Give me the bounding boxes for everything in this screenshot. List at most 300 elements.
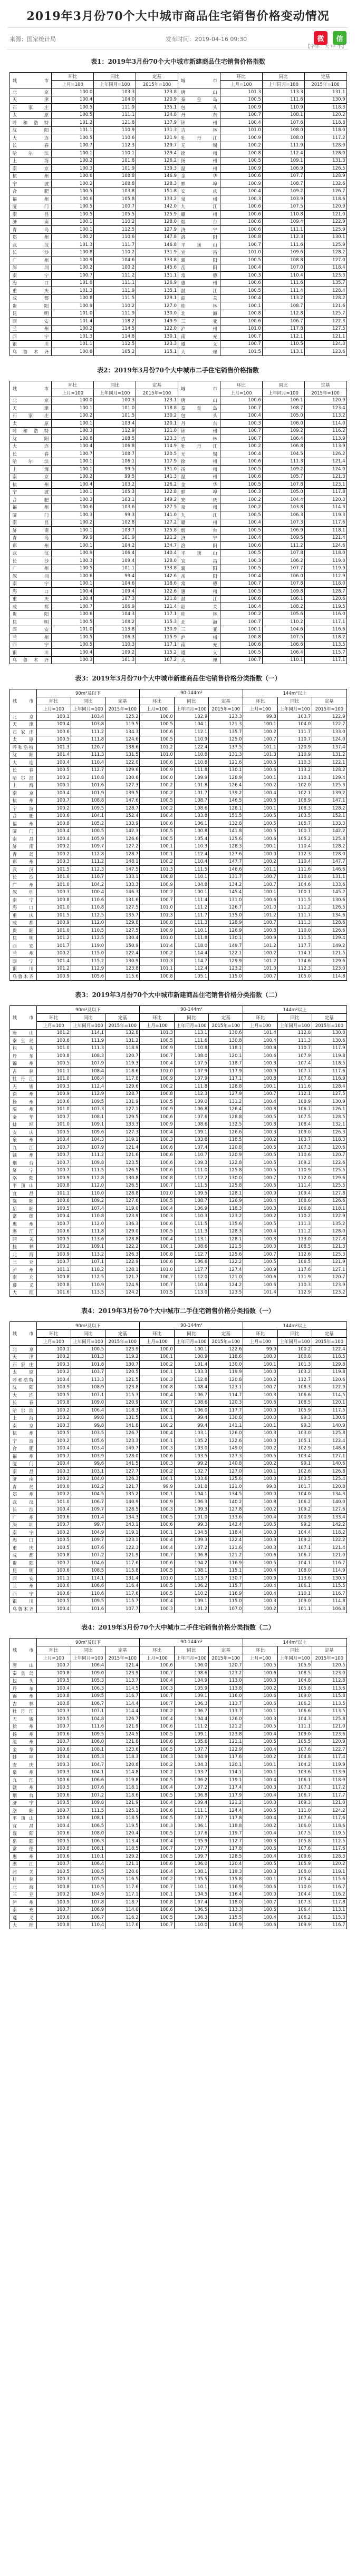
index-value: 101.4	[243, 1289, 277, 1297]
index-value: 106.7	[277, 1552, 312, 1560]
index-value: 109.1	[174, 1129, 208, 1137]
city-name: 惠 州	[178, 279, 220, 287]
index-value: 100.6	[140, 1453, 174, 1460]
font-size-control[interactable]: 【字体：大 中 小】	[305, 44, 347, 50]
index-value: 100.9	[140, 1044, 174, 1052]
table-row	[9, 1281, 347, 1289]
index-value: 134.3	[312, 1491, 347, 1498]
city-name: 大 连	[9, 442, 52, 450]
index-value: 123.1	[105, 1536, 140, 1544]
index-value: 108.6	[174, 805, 208, 813]
index-value: 136.3	[105, 1220, 140, 1228]
index-value: 101.0	[140, 1190, 174, 1198]
index-value: 100.7	[36, 1738, 71, 1746]
index-value: 127.3	[105, 782, 140, 789]
index-value: 101.4	[36, 958, 71, 965]
index-value: 129.2	[105, 1853, 140, 1861]
header-yoy: 同比	[277, 1646, 312, 1654]
index-value: 100.2	[52, 264, 94, 272]
index-value: 120.7	[105, 1052, 140, 1060]
index-value: 100.3	[243, 1784, 277, 1792]
index-value: 113.7	[209, 1708, 243, 1715]
index-value: 100.7	[243, 881, 277, 889]
header-yoy: 同比	[174, 697, 208, 705]
index-value: 100.1	[140, 1243, 174, 1251]
header-lastyear: 上年同月=100	[71, 1021, 105, 1029]
index-value: 101.3	[52, 333, 94, 341]
index-value: 107.6	[277, 1845, 312, 1853]
index-value: 101.4	[140, 942, 174, 950]
index-value: 128.1	[209, 805, 243, 813]
index-value: 100.4	[220, 534, 262, 542]
city-name: 广 州	[9, 256, 52, 264]
city-name: 泉 州	[9, 1769, 36, 1776]
index-value: 100.3	[36, 1876, 71, 1883]
index-value: 130.0	[209, 1175, 243, 1182]
index-value: 125.8	[312, 1715, 347, 1723]
index-value: 109.0	[174, 1098, 208, 1106]
city-name: 北 海	[9, 1883, 36, 1891]
index-value: 104.6	[262, 626, 304, 634]
index-value: 100.6	[36, 812, 71, 820]
table-header-row	[9, 1338, 347, 1346]
index-value: 100.4	[243, 1830, 277, 1838]
index-value: 100.2	[140, 889, 174, 896]
index-value: 121.6	[105, 1151, 140, 1159]
table-row	[9, 218, 347, 226]
table-row	[9, 211, 347, 219]
index-value: 106.8	[174, 1792, 208, 1800]
index-value: 128.8	[209, 1113, 243, 1121]
index-value: 100.0	[243, 1491, 277, 1498]
header-lastmonth: 上月=100	[52, 81, 94, 88]
table-row	[9, 1822, 347, 1830]
index-value: 123.9	[312, 1281, 347, 1289]
index-value: 149.2	[312, 942, 347, 950]
index-value: 137.9	[136, 119, 178, 127]
index-value: 101.2	[140, 744, 174, 752]
index-value: 100.7	[140, 1182, 174, 1190]
index-value: 100.9	[140, 1106, 174, 1113]
table-row	[9, 1769, 347, 1776]
header-base: 定基	[105, 1646, 140, 1654]
index-value: 100.7	[243, 1899, 277, 1907]
city-name: 济 宁	[9, 1799, 36, 1807]
index-value: 100.9	[52, 302, 94, 310]
index-value: 127.3	[209, 1453, 243, 1460]
city-name: 北 海	[9, 1251, 36, 1259]
city-name: 福 州	[9, 195, 52, 203]
city-name: 徐 州	[178, 458, 220, 466]
index-value: 100.1	[140, 1437, 174, 1445]
index-value: 121.9	[105, 1799, 140, 1807]
index-value: 100.5	[36, 1236, 71, 1243]
index-value: 100.5	[52, 134, 94, 142]
index-value: 115.1	[136, 348, 178, 356]
index-value: 106.3	[71, 1685, 105, 1693]
index-value: 99.8	[71, 1414, 105, 1422]
city-name: 常 德	[9, 1212, 36, 1220]
index-value: 127.1	[105, 1106, 140, 1113]
header-lastyear: 上年同月=100	[262, 389, 304, 397]
index-value: 100.7	[36, 1723, 71, 1731]
index-value: 126.7	[105, 1715, 140, 1723]
city-name: 银 川	[9, 649, 52, 657]
index-value: 117.8	[262, 325, 304, 333]
index-value: 112.7	[277, 1376, 312, 1384]
city-name: 安 庆	[178, 496, 220, 504]
city-name: 吉 林	[9, 1068, 36, 1075]
index-value: 100.3	[243, 1799, 277, 1807]
table-header-row	[9, 1646, 347, 1654]
index-value: 100.4	[243, 1590, 277, 1598]
index-value: 109.8	[71, 1159, 105, 1167]
table-row	[9, 820, 347, 828]
index-value: 109.0	[277, 1692, 312, 1700]
table-row	[9, 1544, 347, 1552]
index-value: 149.7	[209, 942, 243, 950]
index-value: 99.3	[94, 511, 136, 519]
index-value: 115.0	[209, 1597, 243, 1605]
index-value: 117.6	[105, 1921, 140, 1929]
city-name: 惠 州	[9, 1853, 36, 1861]
city-name: 惠 州	[178, 588, 220, 596]
index-value: 109.2	[277, 1536, 312, 1544]
index-value: 100.8	[140, 1384, 174, 1391]
index-value: 127.7	[105, 1468, 140, 1476]
index-value: 141.8	[105, 1422, 140, 1430]
index-value: 100.2	[243, 782, 277, 789]
index-value: 107.7	[262, 565, 304, 573]
header-base2015: 2015年=100	[136, 389, 178, 397]
index-value: 100.6	[220, 218, 262, 226]
index-value: 122.7	[312, 1746, 347, 1754]
index-value: 106.9	[94, 603, 136, 611]
table-row	[9, 1799, 347, 1807]
index-value: 100.7	[220, 580, 262, 588]
header-lastmonth: 上月=100	[220, 389, 262, 397]
index-value: 109.7	[71, 1506, 105, 1514]
index-value: 113.9	[304, 442, 347, 450]
index-value: 150.9	[105, 942, 140, 950]
city-name: 福 州	[9, 820, 36, 828]
index-value: 101.2	[36, 965, 71, 973]
index-value: 111.7	[94, 241, 136, 249]
index-value: 100.3	[243, 1715, 277, 1723]
city-name: 宁 波	[9, 805, 36, 813]
index-value: 110.2	[174, 1590, 208, 1598]
index-value: 133.3	[105, 1121, 140, 1129]
index-value: 100.5	[243, 1453, 277, 1460]
index-value: 110.5	[71, 927, 105, 935]
index-value: 100.0	[243, 1891, 277, 1899]
index-value: 112.8	[174, 1376, 208, 1384]
index-value: 108.6	[174, 1670, 208, 1677]
header-yoy: 同比	[71, 697, 105, 705]
table-row	[9, 1891, 347, 1899]
index-value: 114.1	[209, 1769, 243, 1776]
city-name: 南 昌	[9, 1468, 36, 1476]
index-value: 100.9	[220, 180, 262, 188]
index-value: 121.3	[209, 721, 243, 728]
city-name: 郑 州	[9, 233, 52, 241]
index-value: 106.1	[262, 397, 304, 404]
index-value: 126.7	[304, 187, 347, 195]
index-value: 119.5	[304, 603, 347, 611]
index-value: 100.8	[140, 873, 174, 881]
index-value: 100.5	[52, 211, 94, 219]
index-value: 100.6	[36, 1582, 71, 1590]
index-value: 100.5	[140, 835, 174, 843]
index-value: 100.2	[36, 1407, 71, 1415]
city-name: 武 汉	[9, 549, 52, 557]
index-value: 100.8	[243, 1075, 277, 1083]
index-value: 100.5	[243, 1807, 277, 1815]
index-value: 129.6	[105, 1083, 140, 1091]
index-value: 106.0	[262, 420, 304, 428]
index-value: 101.0	[36, 873, 71, 881]
index-value: 123.2	[209, 1670, 243, 1677]
index-value: 130.0	[136, 310, 178, 318]
city-name: 海 口	[9, 1536, 36, 1544]
index-value: 117.7	[209, 1407, 243, 1415]
index-value: 100.6	[243, 1670, 277, 1677]
header-mom: 环比	[243, 697, 277, 705]
index-value: 103.5	[174, 1453, 208, 1460]
index-value: 126.2	[136, 157, 178, 165]
index-value: 107.4	[174, 1899, 208, 1907]
index-value: 106.9	[71, 1906, 105, 1914]
index-value: 106.3	[174, 1700, 208, 1708]
city-name: 上 海	[9, 1414, 36, 1422]
index-value: 131.1	[304, 88, 347, 96]
index-value: 131.3	[209, 751, 243, 759]
city-name: 昆 明	[9, 310, 52, 318]
index-value: 116.7	[312, 1590, 347, 1598]
index-value: 100.5	[140, 1514, 174, 1522]
index-value: 128.7	[105, 851, 140, 858]
city-name: 广 州	[9, 1514, 36, 1522]
index-value: 100.6	[52, 195, 94, 203]
index-value: 123.9	[105, 1212, 140, 1220]
index-value: 100.1	[52, 488, 94, 496]
index-value: 103.3	[94, 88, 136, 96]
city-name: 无 锡	[9, 1715, 36, 1723]
index-value: 122.6	[209, 1346, 243, 1354]
index-value: 147.8	[136, 233, 178, 241]
index-value: 109.6	[262, 249, 304, 256]
table-row	[9, 934, 347, 942]
index-value: 108.8	[94, 172, 136, 180]
city-name: 包 头	[178, 412, 220, 420]
index-value: 111.9	[94, 310, 136, 318]
index-value: 100.6	[243, 1845, 277, 1853]
index-value: 110.2	[94, 249, 136, 256]
table-row	[9, 1498, 347, 1506]
index-value: 110.4	[174, 858, 208, 866]
index-value: 101.1	[243, 744, 277, 752]
index-value: 124.3	[304, 340, 347, 348]
index-value: 110.7	[174, 1151, 208, 1159]
index-value: 129.6	[105, 766, 140, 774]
index-value: 105.9	[174, 1838, 208, 1845]
table-row	[9, 557, 347, 565]
table-row	[9, 1792, 347, 1800]
index-value: 121.0	[312, 1723, 347, 1731]
index-value: 105.3	[94, 488, 136, 496]
index-value: 100.3	[220, 420, 262, 428]
index-value: 106.3	[71, 1838, 105, 1845]
index-value: 106.0	[71, 1738, 105, 1746]
index-value: 105.2	[277, 835, 312, 843]
index-value: 99.4	[94, 573, 136, 580]
header-base2015: 2015年=100	[312, 1021, 347, 1029]
index-value: 100.0	[243, 1407, 277, 1415]
index-value: 125.3	[312, 1251, 347, 1259]
index-value: 115.2	[71, 958, 105, 965]
index-value: 116.0	[209, 1692, 243, 1700]
index-value: 100.5	[243, 1723, 277, 1731]
index-value: 121.7	[105, 1274, 140, 1281]
table-row	[9, 1830, 347, 1838]
index-value: 111.8	[174, 1083, 208, 1091]
index-value: 100.8	[36, 1670, 71, 1677]
index-value: 110.4	[277, 858, 312, 866]
index-value: 108.9	[71, 1384, 105, 1391]
city-name: 郑 州	[9, 858, 36, 866]
city-name: 常 德	[178, 580, 220, 588]
header-yoy: 同比	[71, 1330, 105, 1338]
city-name: 深 圳	[9, 889, 36, 896]
table-row	[9, 1670, 347, 1677]
index-value: 100.6	[36, 1098, 71, 1106]
table-row	[9, 333, 347, 341]
city-name: 无 锡	[9, 1083, 36, 1091]
index-value: 120.6	[304, 595, 347, 603]
index-value: 109.2	[262, 427, 304, 435]
index-value: 107.8	[71, 1899, 105, 1907]
index-value: 100.2	[243, 858, 277, 866]
table-row	[9, 1243, 347, 1251]
city-name: 包 头	[178, 104, 220, 112]
city-name: 丹 东	[178, 420, 220, 428]
index-value: 112.4	[262, 150, 304, 157]
city-name: 湛 江	[9, 1228, 36, 1236]
index-value: 131.7	[209, 873, 243, 881]
index-value: 107.2	[71, 1792, 105, 1800]
index-value: 106.0	[174, 1662, 208, 1670]
index-value: 117.1	[209, 1075, 243, 1083]
index-value: 100.6	[220, 279, 262, 287]
index-value: 121.4	[304, 534, 347, 542]
index-value: 100.3	[243, 1236, 277, 1243]
index-value: 128.7	[304, 588, 347, 596]
table-row	[9, 610, 347, 618]
weibo-icon[interactable]: 微	[314, 31, 328, 45]
wechat-icon[interactable]: 信	[333, 31, 347, 45]
index-value: 118.5	[312, 1353, 347, 1361]
index-value: 100.8	[277, 1353, 312, 1361]
index-value: 117.9	[136, 458, 178, 466]
index-value: 100.2	[94, 264, 136, 272]
index-value: 101.4	[174, 1361, 208, 1369]
index-value: 100.4	[140, 1597, 174, 1605]
index-value: 104.2	[277, 1761, 312, 1769]
index-value: 142.6	[136, 573, 178, 580]
index-value: 129.7	[136, 142, 178, 150]
data-table	[9, 381, 347, 665]
city-name: 蚌 埠	[9, 1121, 36, 1129]
table-row	[9, 1483, 347, 1491]
table-row	[9, 187, 347, 195]
city-name: 遵 义	[9, 1914, 36, 1922]
index-value: 109.8	[71, 1799, 105, 1807]
index-value: 109.2	[262, 187, 304, 195]
city-name: 海 口	[9, 588, 52, 596]
index-value: 134.3	[105, 1514, 140, 1522]
index-value: 100.7	[243, 1175, 277, 1182]
index-value: 104.1	[174, 721, 208, 728]
index-value: 100.5	[243, 1860, 277, 1868]
index-value: 105.8	[277, 1838, 312, 1845]
city-name: 济 宁	[178, 534, 220, 542]
table-row	[9, 88, 347, 96]
header-size-size3: 144m²以上	[243, 1322, 347, 1330]
index-value: 112.4	[174, 851, 208, 858]
index-value: 111.6	[277, 1083, 312, 1091]
city-name: 杭 州	[9, 481, 52, 489]
table-row	[9, 1868, 347, 1876]
index-value: 106.6	[71, 1776, 105, 1784]
index-value: 131.2	[105, 1037, 140, 1045]
index-value: 100.2	[220, 504, 262, 511]
index-value: 114.0	[105, 1906, 140, 1914]
index-value: 101.3	[94, 656, 136, 664]
index-value: 107.1	[71, 1708, 105, 1715]
index-value: 113.7	[105, 1677, 140, 1685]
table-row	[9, 1906, 347, 1914]
city-name: 西 宁	[9, 641, 52, 649]
index-value: 100.2	[243, 1445, 277, 1453]
city-name: 三 亚	[178, 626, 220, 634]
table-row	[9, 1182, 347, 1190]
index-value: 100.8	[52, 249, 94, 256]
index-value: 100.5	[220, 527, 262, 535]
index-value: 107.6	[71, 1784, 105, 1792]
index-value: 110.8	[174, 1044, 208, 1052]
index-value: 100.6	[36, 1814, 71, 1822]
index-value: 147.7	[209, 858, 243, 866]
index-value: 104.5	[262, 450, 304, 458]
city-name: 温 州	[178, 165, 220, 173]
index-value: 101.1	[277, 1605, 312, 1613]
index-value: 110.8	[71, 904, 105, 912]
table-row	[9, 721, 347, 728]
index-value: 103.1	[71, 1468, 105, 1476]
table-row	[9, 927, 347, 935]
index-value: 100.9	[140, 1498, 174, 1506]
index-value: 131.6	[105, 896, 140, 904]
index-value: 125.2	[105, 713, 140, 721]
index-value: 100.3	[220, 488, 262, 496]
index-value: 100.4	[36, 1136, 71, 1144]
index-value: 118.6	[136, 580, 178, 588]
city-name: 乌鲁木齐	[9, 348, 52, 356]
index-value: 130.7	[209, 1575, 243, 1583]
header-city: 城市	[9, 73, 52, 88]
index-value: 110.1	[94, 150, 136, 157]
index-value: 100.3	[140, 1136, 174, 1144]
